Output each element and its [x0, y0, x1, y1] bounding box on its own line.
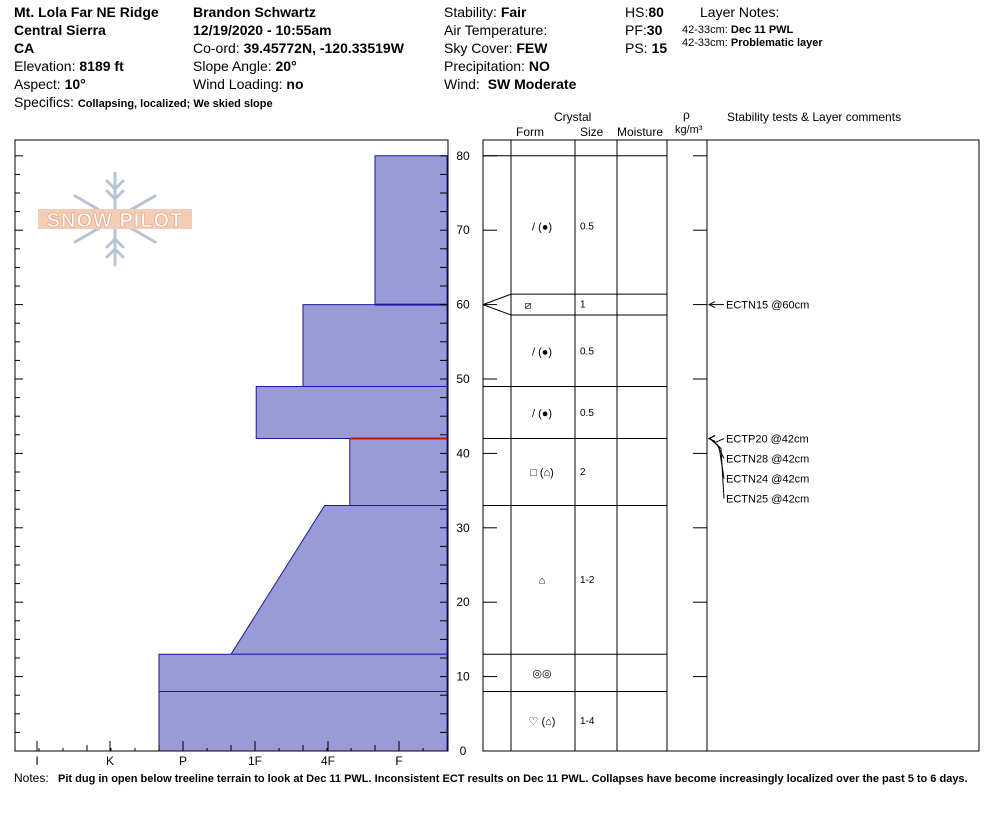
hardness-layer-bar: [375, 156, 447, 305]
precip-label: Precipitation:: [444, 58, 525, 74]
pf-label: PF:: [625, 22, 647, 38]
layer-table-frame: [483, 140, 707, 751]
stability-value: Fair: [500, 4, 527, 20]
height-tick-label: 80: [456, 148, 470, 163]
layer-notes-title: Layer Notes:: [700, 4, 780, 20]
observer: Brandon Schwartz: [193, 4, 316, 20]
notes-label: Notes:: [14, 771, 49, 785]
height-tick-label: 50: [456, 372, 470, 386]
height-tick-label: 40: [456, 446, 470, 461]
stability-test-label: ECTN28 @42cm: [726, 453, 810, 466]
hardness-tick-label: 1F: [247, 754, 263, 768]
height-tick-label: 10: [456, 669, 470, 684]
stability-tests-header: Stability tests & Layer comments: [727, 110, 902, 124]
hardness-layer-bar: [303, 305, 447, 387]
layer-note-text: Dec 11 PWL: [730, 24, 794, 36]
grain-form: ⧄: [524, 299, 532, 312]
stability-test-label: ECTP20 @42cm: [726, 433, 809, 446]
grain-size: 0.5: [580, 408, 594, 420]
grain-size: 1-4: [580, 716, 595, 728]
wind-loading-value: no: [286, 76, 304, 92]
grain-form: / (●): [531, 408, 553, 421]
height-tick-label: 0: [459, 744, 467, 758]
precip-value: NO: [528, 58, 550, 74]
layer-note-text: Problematic layer: [730, 37, 823, 49]
density-unit-header: kg/m³: [675, 124, 703, 136]
grain-size: 1-2: [580, 574, 595, 586]
grain-form: ⌂: [538, 574, 546, 587]
grain-size: 2: [580, 467, 586, 478]
ps-value: 15: [651, 40, 668, 56]
grain-form: / (●): [531, 346, 553, 359]
layer-note-range: 42-33cm:: [682, 24, 728, 36]
coord-value: 39.45772N, -120.33519W: [243, 40, 404, 56]
height-tick-label: 60: [456, 297, 470, 312]
sky-label: Sky Cover:: [444, 40, 513, 56]
wind-loading-label: Wind Loading:: [193, 76, 283, 92]
grain-form: / (●): [531, 221, 553, 234]
stability-test-label: ECTN25 @42cm: [726, 493, 810, 506]
coord-label: Co-ord:: [193, 40, 240, 56]
grain-size: 1: [580, 299, 586, 311]
air-temp-label: Air Temperature:: [444, 22, 548, 38]
test-pointer: [710, 439, 724, 499]
state: CA: [14, 40, 35, 56]
stability-test-list: [709, 300, 809, 506]
hardness-tick-label: P: [178, 754, 188, 768]
height-tick-label: 70: [456, 223, 470, 238]
stability-label: Stability:: [444, 4, 497, 20]
hs-value: 80: [648, 4, 664, 20]
height-tick-label: 20: [456, 595, 470, 610]
elevation-value: 8189 ft: [79, 58, 124, 74]
specifics-value: Collapsing, localized; We skied slope: [77, 98, 273, 110]
grain-size: 0.5: [580, 346, 594, 358]
aspect-value: 10°: [64, 76, 86, 92]
crystal-header: Crystal: [554, 110, 592, 124]
hardness-layer-bar: [231, 505, 447, 654]
pf-value: 30: [646, 22, 663, 38]
rho-header: ρ: [683, 108, 690, 122]
hardness-tick-label: F: [395, 754, 403, 768]
grain-form: □ (⌂): [530, 467, 554, 479]
hardness-layers: [159, 156, 447, 751]
wind-label: Wind:: [444, 76, 480, 92]
hardness-layer-bar: [159, 654, 447, 691]
hardness-layer-bar: [256, 386, 447, 438]
elevation-label: Elevation:: [14, 58, 76, 74]
hardness-tick-label: 4F: [320, 754, 336, 768]
hardness-layer-bar: [159, 691, 447, 751]
grain-size: 0.5: [580, 221, 594, 233]
snowpilot-logo: [38, 173, 192, 265]
hardness-layer-bar: [350, 439, 447, 506]
moisture-header: Moisture: [617, 125, 664, 139]
grain-form: ♡ (⌂): [528, 716, 556, 729]
slope-label: Slope Angle:: [193, 58, 272, 74]
logo-text: SNOW PILOT: [46, 210, 184, 232]
aspect-label: Aspect:: [14, 76, 61, 92]
thin-layer-connector: [483, 294, 511, 304]
stability-test-label: ECTN24 @42cm: [726, 473, 810, 486]
hs-label: HS:: [625, 4, 649, 20]
hardness-tick-label: I: [35, 754, 39, 768]
datetime: 12/19/2020 - 10:55am: [193, 22, 332, 38]
stability-test-label: ECTN15 @60cm: [726, 299, 810, 312]
grain-form: ◎◎: [532, 667, 552, 680]
ps-label: PS:: [625, 40, 648, 56]
location-name: Mt. Lola Far NE Ridge: [14, 4, 159, 20]
notes-text: Pit dug in open below treeline terrain to look at Dec 11 PWL. Inconsistent ECT results on Dec 11 PWL. Collapses have become increasingly localized over the past 5 to 6 days.: [58, 773, 968, 785]
notes: [14, 769, 979, 789]
wind-value: SW Moderate: [487, 76, 577, 92]
sky-value: FEW: [516, 40, 548, 56]
hardness-tick-label: K: [105, 754, 115, 768]
thin-layer-connector: [483, 305, 511, 315]
layer-note-range: 42-33cm:: [682, 37, 728, 49]
size-header: Size: [580, 125, 604, 139]
slope-value: 20°: [275, 58, 297, 74]
specifics-label: Specifics:: [14, 94, 74, 110]
height-tick-label: 30: [456, 520, 470, 535]
mountain-range: Central Sierra: [14, 22, 106, 38]
form-header: Form: [516, 125, 544, 139]
